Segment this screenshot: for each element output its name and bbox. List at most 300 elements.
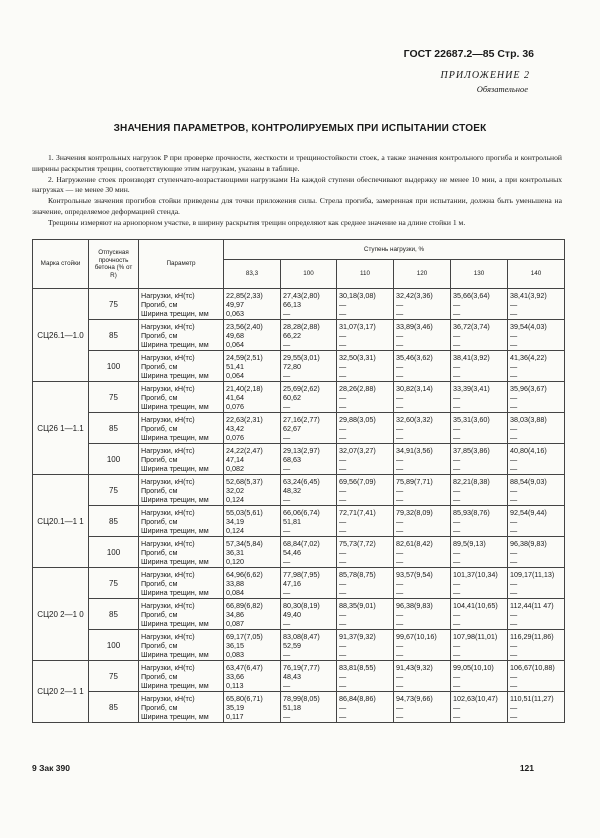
value: —	[396, 587, 404, 597]
strength-cell: 100	[89, 537, 139, 568]
value: —	[339, 299, 347, 309]
value: —	[396, 671, 404, 681]
value: —	[396, 370, 404, 380]
value: 60,62	[283, 392, 301, 402]
parameter-label: Ширина трещин, мм	[141, 370, 209, 380]
value-cell	[224, 444, 281, 475]
value: —	[283, 587, 291, 597]
value: 39,54(4,03)	[510, 321, 547, 331]
value: 62,67	[283, 423, 301, 433]
parameter-label: Ширина трещин, мм	[141, 618, 209, 628]
value-cell	[508, 413, 565, 444]
value: 109,17(11,13)	[510, 569, 555, 579]
value: 107,98(11,01)	[453, 631, 498, 641]
value: 36,31	[226, 547, 244, 557]
table-row	[33, 537, 565, 568]
value-cell	[451, 661, 508, 692]
value: 48,32	[283, 485, 301, 495]
value: 51,41	[226, 361, 244, 371]
value: —	[453, 308, 461, 318]
value: —	[283, 711, 291, 721]
value: —	[510, 432, 518, 442]
value: 51,18	[283, 702, 301, 712]
value-cell	[451, 351, 508, 382]
standard-header: ГОСТ 22687.2—85 Стр. 36	[403, 48, 534, 60]
value: 36,15	[226, 640, 244, 650]
parameter-label: Нагрузки, кН(тс)	[141, 569, 195, 579]
value-cell	[281, 506, 337, 537]
value: —	[396, 578, 404, 588]
value-cell	[224, 320, 281, 351]
value: —	[453, 423, 461, 433]
intro-text	[32, 153, 562, 229]
value: —	[339, 556, 347, 566]
value: 0,124	[226, 494, 244, 504]
value: 28,28(2,88)	[283, 321, 320, 331]
value-cell	[508, 351, 565, 382]
parameter-label: Нагрузки, кН(тс)	[141, 507, 195, 517]
value: —	[339, 463, 347, 473]
value: 34,86	[226, 609, 244, 619]
value: 66,22	[283, 330, 301, 340]
value-cell	[337, 599, 394, 630]
value-cell	[451, 506, 508, 537]
value: 0,064	[226, 370, 244, 380]
value-cell	[337, 320, 394, 351]
value: 65,80(6,71)	[226, 693, 263, 703]
parameter-label: Прогиб, см	[141, 547, 178, 557]
parameter-label: Прогиб, см	[141, 361, 178, 371]
value: —	[453, 711, 461, 721]
value: 94,73(9,66)	[396, 693, 433, 703]
page-title: ЗНАЧЕНИЯ ПАРАМЕТРОВ, КОНТРОЛИРУЕМЫХ ПРИ ИСПЫТАНИИ СТОЕК	[113, 123, 487, 134]
value: —	[453, 516, 461, 526]
value: —	[283, 494, 291, 504]
value: —	[453, 432, 461, 442]
parameter-label: Прогиб, см	[141, 330, 178, 340]
stand-mark: СЦ20 2—1 1	[33, 661, 89, 723]
value: —	[283, 432, 291, 442]
value: —	[283, 370, 291, 380]
value: —	[510, 339, 518, 349]
stand-mark: СЦ26.1—1.0	[33, 289, 89, 382]
strength-cell: 100	[89, 444, 139, 475]
value: —	[339, 618, 347, 628]
value: —	[396, 463, 404, 473]
value: —	[453, 361, 461, 371]
stand-mark: СЦ26 1—1.1	[33, 382, 89, 475]
value: 88,35(9,01)	[339, 600, 376, 610]
value-cell	[337, 444, 394, 475]
value: —	[283, 401, 291, 411]
value: 29,13(2,97)	[283, 445, 320, 455]
strength-cell: 75	[89, 661, 139, 692]
value: —	[339, 494, 347, 504]
value: 68,84(7,02)	[283, 538, 320, 548]
value: —	[510, 587, 518, 597]
value-cell	[224, 413, 281, 444]
parameter-label: Нагрузки, кН(тс)	[141, 538, 195, 548]
value: —	[396, 330, 404, 340]
value: 32,50(3,31)	[339, 352, 376, 362]
table-row	[33, 413, 565, 444]
value: 25,69(2,62)	[283, 383, 320, 393]
value: 35,19	[226, 702, 244, 712]
value: —	[339, 711, 347, 721]
value: 33,39(3,41)	[453, 383, 490, 393]
value-cell	[451, 630, 508, 661]
parameter-label: Прогиб, см	[141, 516, 178, 526]
value: —	[396, 494, 404, 504]
step-header: 83,3	[224, 260, 281, 289]
parameter-label: Ширина трещин, мм	[141, 680, 209, 690]
parameter-cell	[139, 568, 224, 599]
value: 93,57(9,54)	[396, 569, 433, 579]
value: 38,03(3,88)	[510, 414, 547, 424]
value: 83,81(8,55)	[339, 662, 376, 672]
value: 66,13	[283, 299, 301, 309]
value: —	[396, 547, 404, 557]
value: 88,54(9,03)	[510, 476, 547, 486]
value: —	[396, 361, 404, 371]
value-cell	[281, 630, 337, 661]
value-cell	[281, 320, 337, 351]
value: 66,89(6,82)	[226, 600, 263, 610]
value: —	[453, 392, 461, 402]
value: 75,89(7,71)	[396, 476, 433, 486]
value: 35,96(3,67)	[510, 383, 547, 393]
value-cell	[451, 568, 508, 599]
parameter-label: Нагрузки, кН(тс)	[141, 631, 195, 641]
value: —	[453, 618, 461, 628]
value: —	[339, 361, 347, 371]
value-cell	[224, 506, 281, 537]
value-cell	[394, 475, 451, 506]
value: 38,41(3,92)	[510, 290, 547, 300]
value: 82,21(8,38)	[453, 476, 490, 486]
value-cell	[224, 537, 281, 568]
value: 96,38(9,83)	[396, 600, 433, 610]
value: 57,34(5,84)	[226, 538, 263, 548]
paragraph: Трещины измеряют на арнопорном участке, в ширину раскрытия трещин определяют как среднее значение на длине стойки 1 м.	[48, 217, 466, 227]
value: —	[510, 370, 518, 380]
page-number: 121	[519, 763, 534, 773]
value: 91,37(9,32)	[339, 631, 376, 641]
value-cell	[394, 599, 451, 630]
value: —	[510, 494, 518, 504]
parameter-label: Прогиб, см	[141, 454, 178, 464]
value: —	[396, 432, 404, 442]
parameter-cell	[139, 413, 224, 444]
parameter-label: Нагрузки, кН(тс)	[141, 662, 195, 672]
value: 102,63(10,47)	[453, 693, 498, 703]
value: 85,78(8,75)	[339, 569, 376, 579]
value-cell	[281, 444, 337, 475]
value-cell	[281, 537, 337, 568]
value: 0,084	[226, 587, 244, 597]
value: 77,98(7,95)	[283, 569, 320, 579]
parameter-label: Нагрузки, кН(тс)	[141, 476, 195, 486]
value: —	[510, 711, 518, 721]
value: —	[453, 640, 461, 650]
value: 43,42	[226, 423, 244, 433]
value: 0,082	[226, 463, 244, 473]
value: —	[396, 640, 404, 650]
stand-mark: СЦ20.1—1 1	[33, 475, 89, 568]
value: —	[510, 485, 518, 495]
table-row	[33, 351, 565, 382]
strength-cell: 75	[89, 382, 139, 413]
value-cell	[394, 289, 451, 320]
footer-order: 9 Зак 390	[32, 763, 70, 773]
value-cell	[281, 692, 337, 723]
value-cell	[394, 661, 451, 692]
value: 34,19	[226, 516, 244, 526]
value: 92,54(9,44)	[510, 507, 547, 517]
value: 21,40(2,18)	[226, 383, 263, 393]
value-cell	[451, 537, 508, 568]
value-cell	[394, 413, 451, 444]
parameter-label: Ширина трещин, мм	[141, 649, 209, 659]
value: —	[453, 525, 461, 535]
value: —	[283, 463, 291, 473]
value-cell	[224, 599, 281, 630]
table-row	[33, 382, 565, 413]
parameter-label: Ширина трещин, мм	[141, 339, 209, 349]
parameter-cell	[139, 289, 224, 320]
value: 41,64	[226, 392, 244, 402]
value: 30,18(3,08)	[339, 290, 376, 300]
table-row	[33, 568, 565, 599]
parameter-cell	[139, 661, 224, 692]
parameter-label: Нагрузки, кН(тс)	[141, 290, 195, 300]
value: 101,37(10,34)	[453, 569, 498, 579]
value: —	[510, 640, 518, 650]
value: 69,56(7,09)	[339, 476, 376, 486]
value: 32,07(3,27)	[339, 445, 376, 455]
value: —	[510, 463, 518, 473]
value: —	[510, 516, 518, 526]
value: —	[510, 649, 518, 659]
value: 52,59	[283, 640, 301, 650]
value: —	[510, 671, 518, 681]
value-cell	[394, 444, 451, 475]
value: 99,05(10,10)	[453, 662, 494, 672]
parameter-label: Ширина трещин, мм	[141, 463, 209, 473]
value-cell	[394, 351, 451, 382]
value: —	[510, 401, 518, 411]
value: 41,36(4,22)	[510, 352, 547, 362]
parameter-label: Ширина трещин, мм	[141, 525, 209, 535]
value: 91,43(9,32)	[396, 662, 433, 672]
value-cell	[451, 599, 508, 630]
value-cell	[508, 599, 565, 630]
value: —	[283, 680, 291, 690]
value: 112,44(11 47)	[510, 600, 554, 610]
value: 35,31(3,60)	[453, 414, 490, 424]
value: 69,17(7,05)	[226, 631, 263, 641]
value: 96,38(9,83)	[510, 538, 547, 548]
value: —	[510, 361, 518, 371]
parameter-cell	[139, 537, 224, 568]
value: —	[453, 494, 461, 504]
value: —	[510, 680, 518, 690]
parameter-label: Прогиб, см	[141, 392, 178, 402]
value: —	[339, 547, 347, 557]
value: 106,67(10,88)	[510, 662, 555, 672]
value: 0,083	[226, 649, 244, 659]
header-parameter: Параметр	[139, 240, 224, 289]
value: 86,84(8,86)	[339, 693, 376, 703]
value: —	[453, 702, 461, 712]
strength-cell: 100	[89, 351, 139, 382]
value-cell	[337, 289, 394, 320]
value-cell	[451, 382, 508, 413]
value: —	[339, 308, 347, 318]
value: 31,07(3,17)	[339, 321, 376, 331]
value-cell	[394, 382, 451, 413]
value: 72,80	[283, 361, 301, 371]
value-cell	[224, 289, 281, 320]
value: 110,51(11,27)	[510, 693, 554, 703]
value: 54,46	[283, 547, 301, 557]
value: —	[396, 556, 404, 566]
value: 104,41(10,65)	[453, 600, 498, 610]
parameter-label: Нагрузки, кН(тс)	[141, 693, 195, 703]
parameter-cell	[139, 444, 224, 475]
parameter-cell	[139, 351, 224, 382]
value: —	[453, 299, 461, 309]
parameter-label: Ширина трещин, мм	[141, 308, 209, 318]
value-cell	[337, 506, 394, 537]
value-cell	[508, 537, 565, 568]
value: —	[339, 702, 347, 712]
value: 37,85(3,86)	[453, 445, 490, 455]
value: —	[453, 485, 461, 495]
value: —	[396, 609, 404, 619]
value: —	[396, 485, 404, 495]
value: —	[453, 649, 461, 659]
table-row	[33, 599, 565, 630]
value: 68,63	[283, 454, 301, 464]
value-cell	[451, 444, 508, 475]
value: —	[453, 578, 461, 588]
value-cell	[394, 630, 451, 661]
value: 27,43(2,80)	[283, 290, 320, 300]
value-cell	[224, 630, 281, 661]
table-row	[33, 289, 565, 320]
value: 28,26(2,88)	[339, 383, 376, 393]
value-cell	[451, 692, 508, 723]
value: 63,24(6,45)	[283, 476, 320, 486]
value: 38,41(3,92)	[453, 352, 490, 362]
strength-cell: 85	[89, 413, 139, 444]
value: —	[453, 556, 461, 566]
value: 27,16(2,77)	[283, 414, 320, 424]
strength-cell: 75	[89, 568, 139, 599]
value: 116,29(11,86)	[510, 631, 554, 641]
value: —	[283, 618, 291, 628]
value-cell	[337, 475, 394, 506]
parameter-label: Прогиб, см	[141, 609, 178, 619]
value: —	[453, 454, 461, 464]
parameter-label: Нагрузки, кН(тс)	[141, 383, 195, 393]
value-cell	[281, 382, 337, 413]
value: 22,85(2,33)	[226, 290, 263, 300]
value: 0,113	[226, 680, 244, 690]
value: 49,68	[226, 330, 244, 340]
value: 24,59(2,51)	[226, 352, 263, 362]
strength-cell: 85	[89, 692, 139, 723]
value-cell	[508, 630, 565, 661]
value: —	[510, 578, 518, 588]
value-cell	[394, 692, 451, 723]
value-cell	[394, 506, 451, 537]
value: —	[510, 330, 518, 340]
value: 22,63(2,31)	[226, 414, 263, 424]
parameter-cell	[139, 475, 224, 506]
value: —	[453, 547, 461, 557]
value: —	[396, 423, 404, 433]
value-cell	[508, 289, 565, 320]
value-cell	[508, 568, 565, 599]
paragraph: 2. Нагружение стоек производят ступенчато-возрастающими нагрузками На каждой ступени обеспечивают выдержку не менее 10 мин, а при контрольных нагрузках — не менее 30 мин.	[32, 174, 562, 195]
value-cell	[224, 568, 281, 599]
parameter-cell	[139, 630, 224, 661]
value-cell	[224, 382, 281, 413]
value-cell	[337, 630, 394, 661]
table-row	[33, 692, 565, 723]
paragraph: Контрольные значения прогибов стойки приведены для точки приложения силы. Стрела прогиба, замеренная при испытании, должна быть уменьшена на значение, определяемое деформацией стенда.	[32, 196, 562, 216]
value: —	[453, 370, 461, 380]
header-load-steps: Ступень нагрузки, %	[224, 240, 565, 260]
value: 55,03(5,61)	[226, 507, 263, 517]
value-cell	[451, 475, 508, 506]
value: 75,73(7,72)	[339, 538, 376, 548]
parameter-label: Нагрузки, кН(тс)	[141, 414, 195, 424]
parameter-label: Прогиб, см	[141, 702, 178, 712]
value-cell	[337, 568, 394, 599]
value: 35,46(3,62)	[396, 352, 433, 362]
value: 32,42(3,36)	[396, 290, 433, 300]
value: 51,81	[283, 516, 301, 526]
step-header: 130	[451, 260, 508, 289]
value: —	[339, 680, 347, 690]
value: —	[339, 339, 347, 349]
parameter-label: Прогиб, см	[141, 485, 178, 495]
value-cell	[281, 289, 337, 320]
value: —	[396, 649, 404, 659]
value: —	[510, 609, 518, 619]
parameter-label: Прогиб, см	[141, 423, 178, 433]
value: —	[453, 463, 461, 473]
value: 29,88(3,05)	[339, 414, 376, 424]
appendix-label: ПРИЛОЖЕНИЕ 2	[440, 70, 530, 81]
parameter-label: Прогиб, см	[141, 578, 178, 588]
value-cell	[337, 413, 394, 444]
value: 24,22(2,47)	[226, 445, 263, 455]
value-cell	[281, 599, 337, 630]
value-cell	[508, 661, 565, 692]
value-cell	[508, 692, 565, 723]
table-row	[33, 444, 565, 475]
value: —	[510, 618, 518, 628]
value: —	[339, 432, 347, 442]
stand-mark: СЦ20 2—1 0	[33, 568, 89, 661]
value: —	[453, 401, 461, 411]
value: —	[339, 423, 347, 433]
value: 83,08(8,47)	[283, 631, 320, 641]
